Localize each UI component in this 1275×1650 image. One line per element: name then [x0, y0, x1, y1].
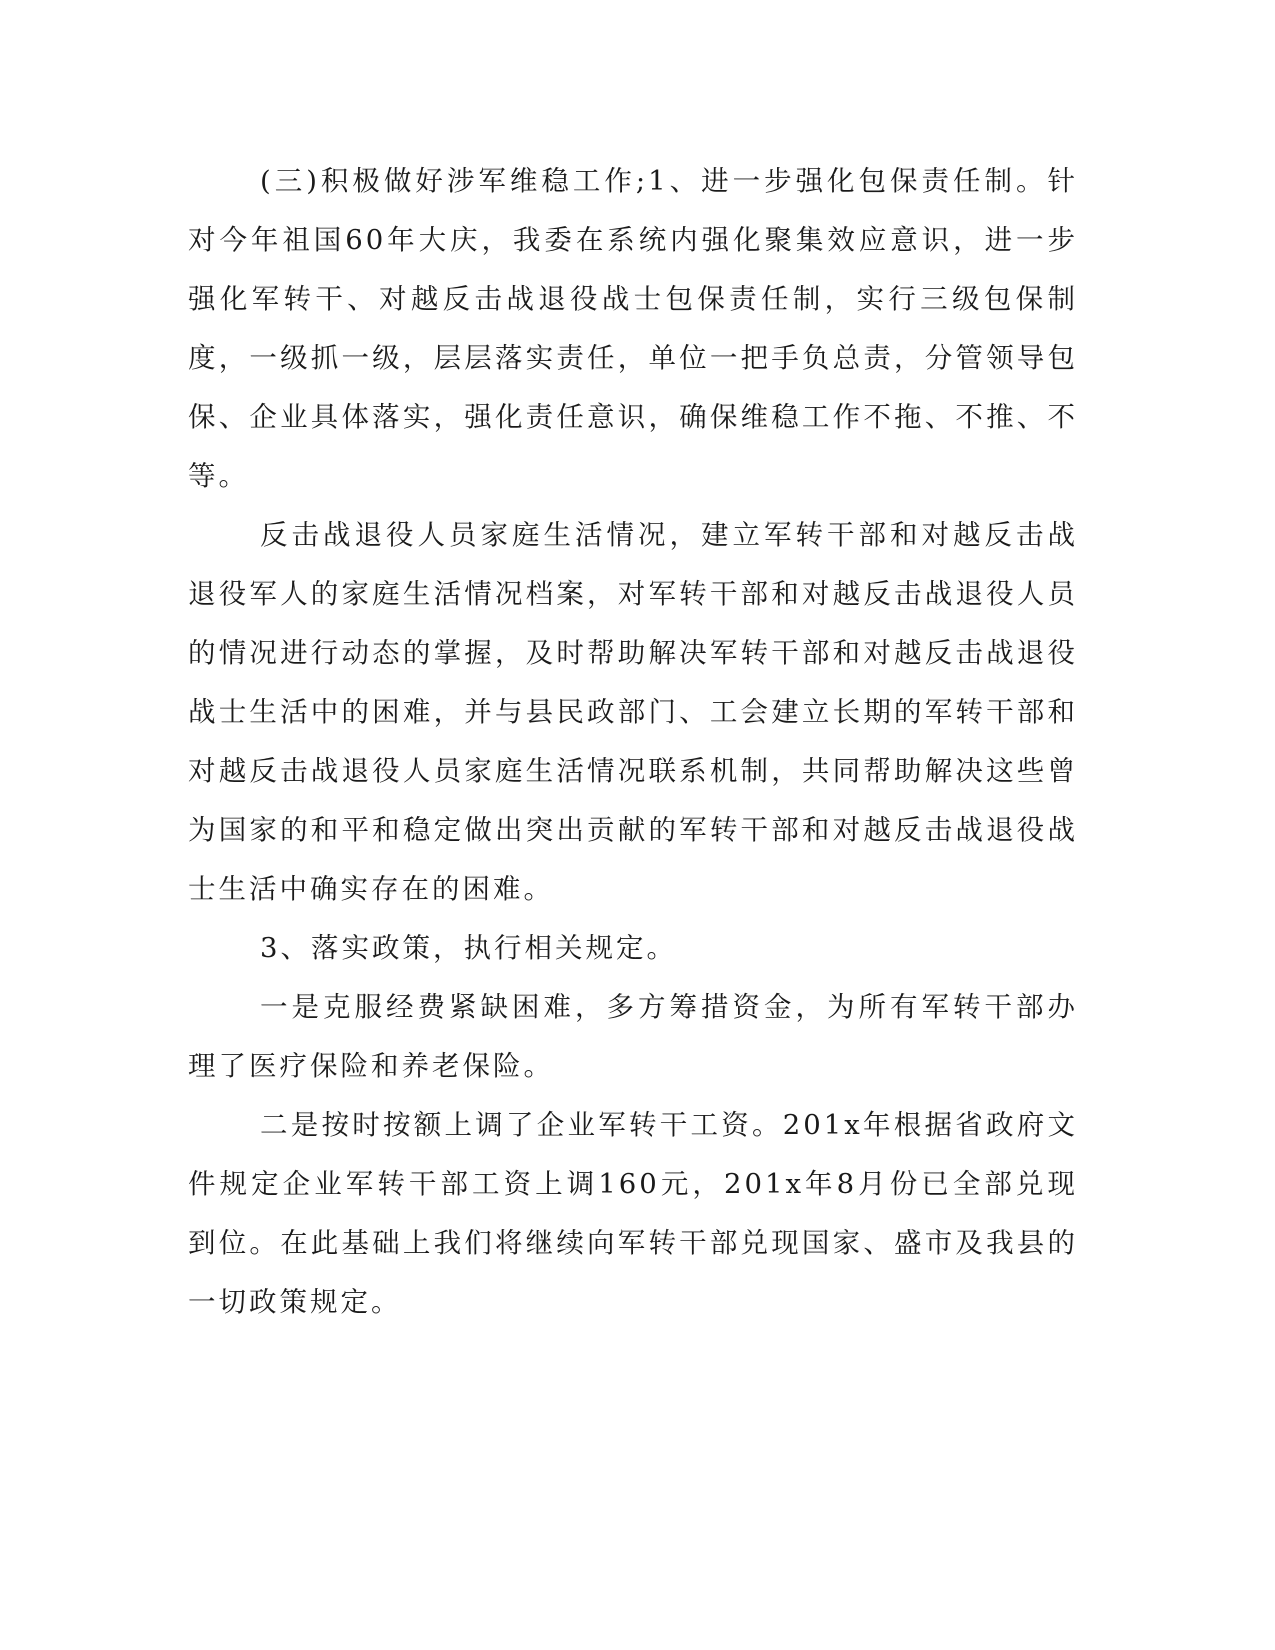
document-body: [188, 152, 1078, 1332]
paragraph-salary-adjustment: 二是按时按额上调了企业军转干工资。201x年根据省政府文件规定企业军转干部工资上调160元，201x年8月份已全部兑现到位。在此基础上我们将继续向军转干部兑现国家、盛市及我县的一切政策规定。: [188, 1109, 1078, 1318]
paragraph-veteran-family-archive: 反击战退役人员家庭生活情况，建立军转干部和对越反击战退役军人的家庭生活情况档案，对军转干部和对越反击战退役人员的情况进行动态的掌握，及时帮助解决军转干部和对越反击战退役战士生活中的困难，并与县民政部门、工会建立长期的军转干部和对越反击战退役人员家庭生活情况联系机制，共同帮助解决这些曾为国家的和平和稳定做出突出贡献的军转干部和对越反击战退役战士生活中确实存在的困难。: [188, 519, 1078, 905]
paragraph-policy-heading: 3、落实政策，执行相关规定。: [260, 932, 677, 964]
paragraph-stability-work: (三)积极做好涉军维稳工作;1、进一步强化包保责任制。针对今年祖国60年大庆，我委在系统内强化聚集效应意识，进一步强化军转干、对越反击战退役战士包保责任制，实行三级包保制度，一级抓一级，层层落实责任，单位一把手负总责，分管领导包保、企业具体落实，强化责任意识，确保维稳工作不拖、不推、不等。: [188, 165, 1078, 492]
paragraph-insurance: 一是克服经费紧缺困难，多方筹措资金，为所有军转干部办理了医疗保险和养老保险。: [188, 991, 1078, 1082]
